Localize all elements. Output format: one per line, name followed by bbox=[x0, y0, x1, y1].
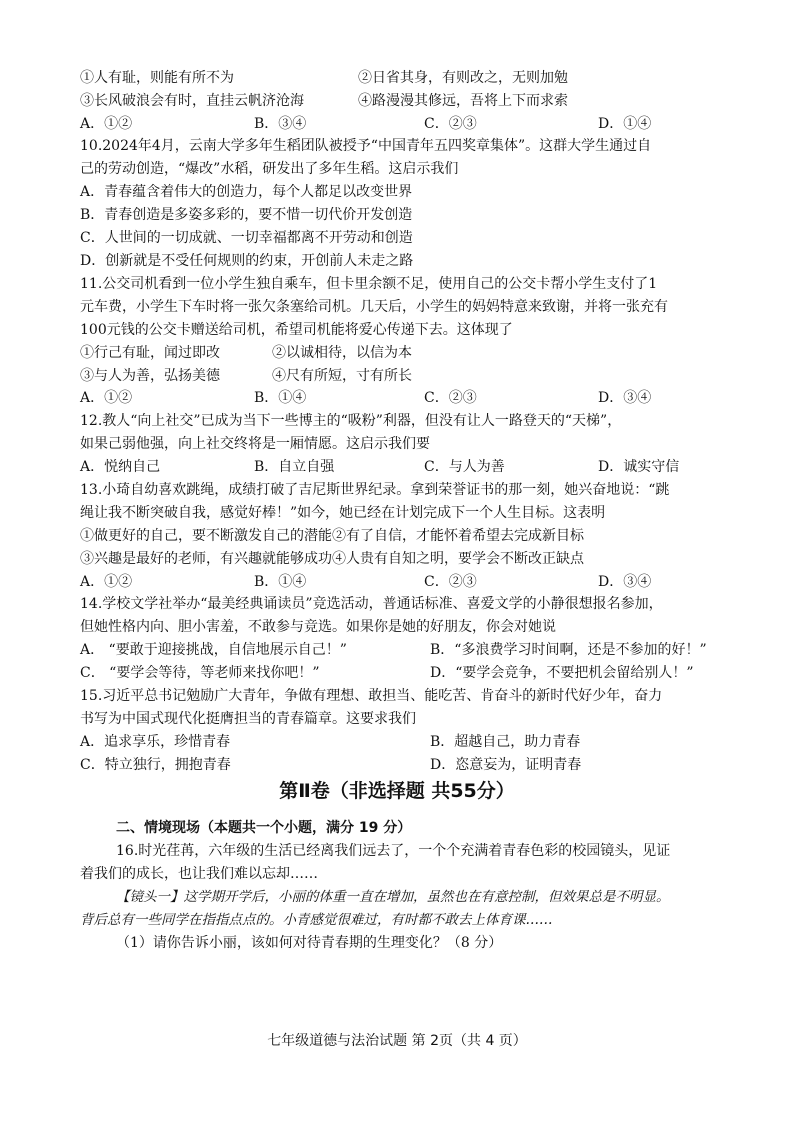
q11-option-4: ④尺有所短，寸有所长 bbox=[272, 368, 412, 384]
lens-1-line-1: 【镜头一】这学期开学后，小丽的体重一直在增加，虽然也在有意控制，但效果总是不明显。 bbox=[116, 889, 670, 905]
q15-choice-b: B．超越自己，助力青春 bbox=[430, 734, 581, 750]
q13-choice-b: B．①④ bbox=[254, 574, 307, 590]
q16-subquestion-1: （1）请你告诉小丽，该如何对待青春期的生理变化？（8 分） bbox=[116, 935, 503, 951]
q11-option-3: ③与人为善，弘扬美德 bbox=[80, 368, 220, 384]
q15-choice-a: A．追求享乐，珍惜青春 bbox=[80, 734, 231, 750]
q10-choice-a: A．青春蕴含着伟大的创造力，每个人都足以改变世界 bbox=[80, 184, 413, 200]
section-2-heading: 二、情境现场（本题共一个小题，满分 19 分） bbox=[116, 820, 412, 836]
q9-choice-c: C．②③ bbox=[424, 116, 477, 132]
q9-option-3: ③长风破浪会有时，直挂云帆济沧海 bbox=[80, 93, 304, 109]
q11-stem-line-3: 100元钱的公交卡赠送给司机，希望司机能将爱心传递下去。这体现了 bbox=[80, 322, 513, 338]
q12-choice-d: D．诚实守信 bbox=[598, 459, 680, 475]
q9-choice-d: D．①④ bbox=[598, 116, 652, 132]
q9-option-4: ④路漫漫其修远，吾将上下而求索 bbox=[358, 93, 568, 109]
q13-choice-c: C．②③ bbox=[424, 574, 477, 590]
q14-choice-d: D．“要学会竞争，不要把机会留给别人！” bbox=[430, 665, 694, 681]
q12-stem-line-2: 如果己弱他强，向上社交终将是一厢情愿。这启示我们要 bbox=[80, 436, 430, 452]
q12-stem-line-1: 12.教人“向上社交”已成为当下一些博主的“吸粉”利器，但没有让人一路登天的“天梯”， bbox=[80, 413, 622, 429]
q13-stem-line-1: 13.小琦自幼喜欢跳绳，成绩打破了吉尼斯世界纪录。拿到荣誉证书的那一刻，她兴奋地说：“跳 bbox=[80, 482, 670, 498]
q11-option-1: ①行己有耻，闻过即改 bbox=[80, 345, 220, 361]
q9-option-1: ①人有耻，则能有所不为 bbox=[80, 70, 234, 86]
page-footer: 七年级道德与法治试题 第 2页（共 4 页） bbox=[267, 1033, 527, 1049]
q15-choice-c: C．特立独行，拥抱青春 bbox=[80, 757, 231, 773]
q10-choice-c: C．人世间的一切成就、一切幸福都离不开劳动和创造 bbox=[80, 230, 413, 246]
q10-stem-line-2: 己的劳动创造，“爆改”水稻，研发出了多年生稻。这启示我们 bbox=[80, 161, 459, 177]
q12-choice-c: C．与人为善 bbox=[424, 459, 505, 475]
q12-choice-a: A．悦纳自己 bbox=[80, 459, 161, 475]
q11-choice-a: A．①② bbox=[80, 390, 133, 406]
q10-choice-d: D．创新就是不受任何规则的约束，开创前人未走之路 bbox=[80, 253, 414, 269]
q14-choice-b: B．“多浪费学习时间啊，还是不参加的好！” bbox=[430, 642, 707, 658]
q11-choice-d: D．③④ bbox=[598, 390, 652, 406]
q11-stem-line-2: 元车费，小学生下车时将一张欠条塞给司机。几天后，小学生的妈妈特意来致谢，并将一张充有 bbox=[80, 299, 668, 315]
lens-1-line-2: 背后总有一些同学在指指点点的。小青感觉很难过，有时都不敢去上体育课…… bbox=[80, 912, 553, 928]
q16-intro-line-1: 16.时光荏苒，六年级的生活已经离我们远去了，一个个充满着青春色彩的校园镜头，见证 bbox=[116, 843, 671, 859]
q10-choice-b: B．青春创造是多姿多彩的，要不惜一切代价开发创造 bbox=[80, 207, 413, 223]
q15-stem-line-1: 15.习近平总书记勉励广大青年，争做有理想、敢担当、能吃苦、肯奋斗的新时代好少年，奋力 bbox=[80, 688, 663, 704]
q12-choice-b: B．自立自强 bbox=[254, 459, 335, 475]
q9-option-2: ②日省其身，有则改之，无则加勉 bbox=[358, 70, 568, 86]
q14-choice-a: A． “要敢于迎接挑战，自信地展示自己！” bbox=[80, 642, 347, 658]
q11-choice-b: B．①④ bbox=[254, 390, 307, 406]
q14-choice-c: C． “要学会等待，等老师来找你吧！” bbox=[80, 665, 320, 681]
q13-stem-line-2: 绳让我不断突破自我，感觉好棒！”如今，她已经在计划完成下一个人生目标。这表明 bbox=[80, 505, 606, 521]
part-2-title: 第Ⅱ卷（非选择题 共55分） bbox=[279, 780, 515, 802]
q13-options-1-2: ①做更好的自己，要不断激发自己的潜能②有了自信，才能怀着希望去完成新目标 bbox=[80, 528, 584, 544]
q9-choice-b: B．③④ bbox=[254, 116, 307, 132]
q11-choice-c: C．②③ bbox=[424, 390, 477, 406]
q15-stem-line-2: 书写为中国式现代化挺膺担当的青春篇章。这要求我们 bbox=[80, 711, 416, 727]
q13-choice-d: D．③④ bbox=[598, 574, 652, 590]
q14-stem-line-2: 但她性格内向、胆小害羞，不敢参与竞选。如果你是她的好朋友，你会对她说 bbox=[80, 619, 556, 635]
q13-choice-a: A．①② bbox=[80, 574, 133, 590]
q11-stem-line-1: 11.公交司机看到一位小学生独自乘车，但卡里余额不足，使用自己的公交卡帮小学生支付了1 bbox=[80, 276, 658, 292]
q14-stem-line-1: 14.学校文学社举办“最美经典诵读员”竞选活动，普通话标准、喜爱文学的小静很想报名参加， bbox=[80, 596, 663, 612]
q16-intro-line-2: 着我们的成长，也让我们难以忘却…… bbox=[80, 866, 318, 882]
q10-stem-line-1: 10.2024年4月，云南大学多年生稻团队被授予“中国青年五四奖章集体”。这群大学生通过自 bbox=[80, 138, 652, 154]
q11-option-2: ②以诚相待，以信为本 bbox=[272, 345, 412, 361]
q13-options-3-4: ③兴趣是最好的老师，有兴趣就能够成功④人贵有自知之明，要学会不断改正缺点 bbox=[80, 551, 584, 567]
q15-choice-d: D．恣意妄为，证明青春 bbox=[430, 757, 582, 773]
q9-choice-a: A．①② bbox=[80, 116, 133, 132]
